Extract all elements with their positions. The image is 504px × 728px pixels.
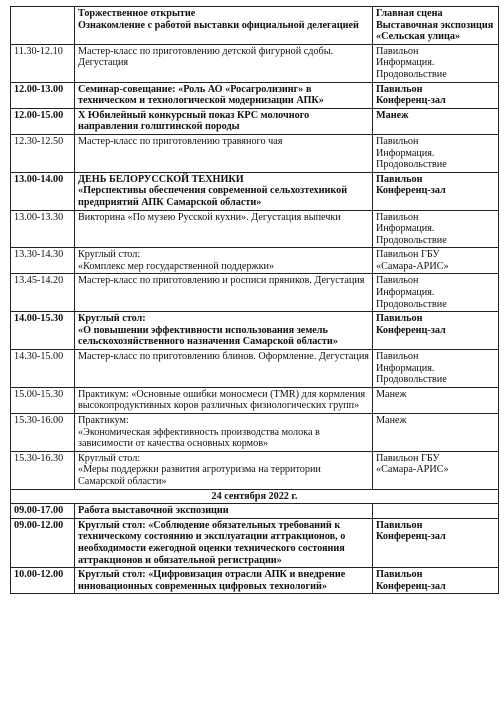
time-cell: 13.00-14.00 [11,172,75,210]
place-cell [373,248,499,274]
event-cell [75,568,373,594]
place-cell [373,414,499,452]
event-line: X Юбилейный конкурсный показ КРС молочного направления голштинской породы [78,109,310,133]
time-cell: 10.00-12.00 [11,568,75,594]
place-line: Конференц-зал [376,580,446,592]
time-cell: 13.30-14.30 [11,248,75,274]
place-cell [373,108,499,134]
place-line: Конференц-зал [376,95,446,107]
event-line: Практикум: «Основные ошибки моносмеси (TMR) для кормления высокопродуктивных коров различных физиологических групп» [78,388,366,412]
time-cell: 12.30-12.50 [11,134,75,172]
place-cell [373,274,499,312]
place-line: Продовольствие [376,159,447,171]
event-line: Круглый стол: [78,313,146,325]
event-cell [75,172,373,210]
place-cell [373,568,499,594]
place-line: Манеж [376,109,409,121]
place-line: Павильон [376,351,419,363]
place-line: Конференц-зал [376,531,446,543]
event-line: ДЕНЬ БЕЛОРУССКОЙ ТЕХНИКИ [78,173,244,185]
place-line: Конференц-зал [376,185,446,197]
place-cell [373,518,499,567]
place-line: Павильон [376,313,423,325]
event-line: Торжественное открытие [78,8,196,19]
place-line: Павильон [376,173,423,185]
event-line: Круглый стол: «Соблюдение обязательных требований к техническому состоянию и эксплуатации аттракционов, о необходимости ежегодной оценки технического состояния аттракционов и обязательной регистрации» [78,519,346,566]
schedule-body [11,7,499,594]
table-row [11,134,499,172]
place-line: Информация. [376,223,435,235]
table-row [11,387,499,413]
time-cell [11,7,75,45]
time-cell: 09.00-12.00 [11,518,75,567]
table-row [11,312,499,350]
event-cell [75,414,373,452]
event-line: Викторина «По музею Русской кухни». Дегустация выпечки [78,211,341,223]
table-row [11,7,499,45]
place-line: Продовольствие [376,234,447,246]
event-cell [75,274,373,312]
event-line: Мастер-класс по приготовлению травяного чая [78,135,283,147]
event-cell [75,387,373,413]
place-cell [373,504,499,519]
event-cell [75,504,373,519]
date-cell: 24 сентября 2022 г. [11,489,499,504]
event-cell [75,44,373,82]
place-line: «Самара-АРИС» [376,260,449,272]
place-line: Павильон [376,83,423,95]
event-line: Работа выставочной экспозиции [78,505,229,517]
event-line: Мастер-класс по приготовлению блинов. Оформление. Дегустация [78,351,369,363]
place-line: Павильон [376,569,423,581]
place-line: Выставочная экспозиция [376,19,494,31]
place-cell [373,387,499,413]
place-line: Павильон [376,275,419,287]
place-cell [373,134,499,172]
place-line: «Сельская улица» [376,31,461,43]
table-row [11,172,499,210]
table-row [11,248,499,274]
place-line: Информация. [376,57,435,69]
place-line: Главная сцена [376,8,443,19]
place-cell [373,44,499,82]
event-cell [75,451,373,489]
place-line: Конференц-зал [376,324,446,336]
table-row [11,350,499,388]
time-cell: 12.00-13.00 [11,82,75,108]
event-cell [75,134,373,172]
event-line: «Перспективы обеспечения современной сельхозтехникой предприятий АПК Самарской области» [78,185,348,208]
schedule-table [10,6,499,594]
table-row [11,568,499,594]
time-cell: 11.30-12.10 [11,44,75,82]
time-cell: 15.00-15.30 [11,387,75,413]
time-cell: 15.30-16.00 [11,414,75,452]
event-cell [75,108,373,134]
place-line: Информация. [376,362,435,374]
event-cell [75,7,373,45]
time-cell: 13.00-13.30 [11,210,75,248]
time-cell: 13.45-14.20 [11,274,75,312]
event-cell [75,518,373,567]
place-cell [373,312,499,350]
time-cell: 15.30-16.30 [11,451,75,489]
place-line: Манеж [376,415,407,426]
place-line: Манеж [376,388,407,400]
event-cell [75,82,373,108]
place-line: «Самара-АРИС» [376,464,449,476]
table-row [11,82,499,108]
time-cell: 12.00-15.00 [11,108,75,134]
time-cell: 09.00-17.00 [11,504,75,519]
place-line: Павильон [376,519,423,531]
place-cell [373,172,499,210]
place-line: Павильон ГБУ [376,452,440,464]
event-cell [75,210,373,248]
table-row [11,451,499,489]
event-line: Мастер-класс по приготовлению детской фигурной сдобы. Дегустация [78,45,334,69]
event-line: Практикум: [78,415,129,426]
event-line: Семинар-совещание: «Роль АО «Росагролизинг» в техническом и технологической модернизации АПК» [78,83,324,107]
place-cell [373,82,499,108]
place-line: Павильон ГБУ [376,249,440,261]
table-row [11,44,499,82]
place-cell [373,7,499,45]
event-cell [75,350,373,388]
event-line: Ознакомление с работой выставки официальной делегацией [78,19,359,31]
event-line: Круглый стол: [78,249,141,261]
place-line: Информация. [376,147,435,159]
table-row [11,108,499,134]
place-cell [373,210,499,248]
date-row [11,489,499,504]
place-line: Павильон [376,211,419,223]
table-row [11,504,499,519]
place-line: Павильон [376,135,419,147]
place-cell [373,350,499,388]
place-line: Продовольствие [376,374,447,386]
place-line: Информация. [376,287,435,299]
event-line: «О повышении эффективности использования земель сельскохозяйственного назначения Самарской области» [78,324,338,348]
event-cell [75,248,373,274]
event-line: Мастер-класс по приготовлению и росписи пряников. Дегустация [78,275,365,287]
event-line: «Экономическая эффективность производства молока в зависимости от качества основных кормов» [78,426,320,450]
time-cell: 14.30-15.00 [11,350,75,388]
event-line: «Меры поддержки развития агротуризма на территории Самарской области» [78,464,321,487]
table-row [11,518,499,567]
event-line: Круглый стол: «Цифровизация отрасли АПК и внедрение инновационных современных цифровых технологий» [78,569,346,592]
place-cell [373,451,499,489]
table-row [11,274,499,312]
time-cell: 14.00-15.30 [11,312,75,350]
event-line: Круглый стол: [78,452,141,464]
place-line: Павильон [376,45,419,57]
place-line: Продовольствие [376,68,447,80]
table-row [11,414,499,452]
place-line: Продовольствие [376,298,447,310]
event-cell [75,312,373,350]
event-line: «Комплекс мер государственной поддержки» [78,260,275,272]
table-row [11,210,499,248]
